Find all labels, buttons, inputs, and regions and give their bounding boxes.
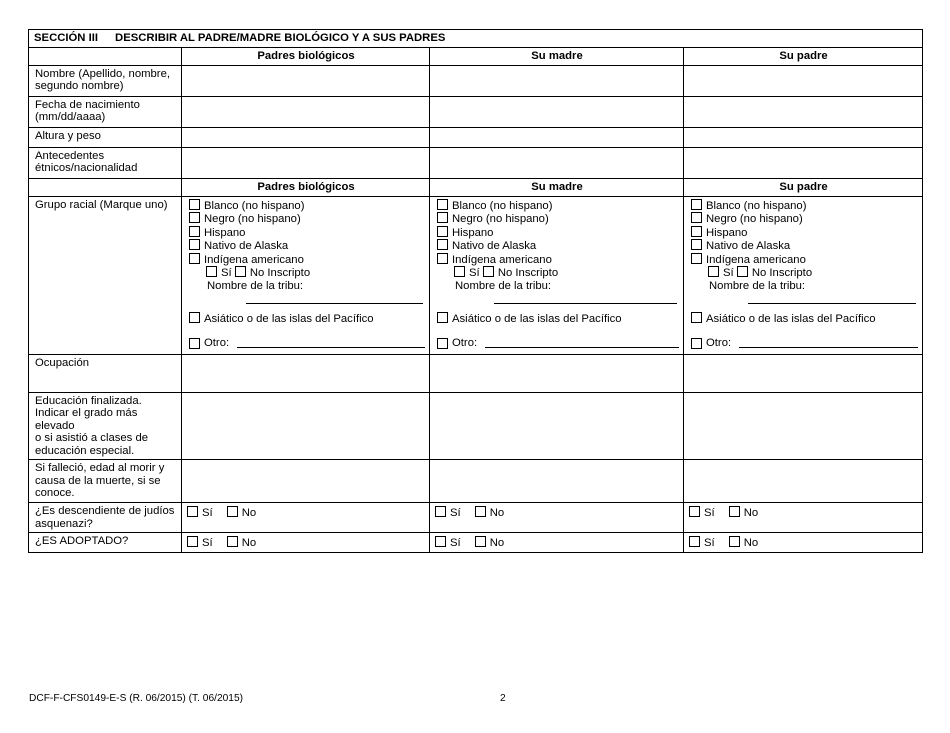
other-race-input[interactable]: [739, 337, 918, 348]
checkbox-tribe-no[interactable]: [737, 266, 748, 277]
birth-date-biological-field[interactable]: [182, 96, 430, 127]
col-header-biological-2: Padres biológicos: [182, 178, 430, 196]
checkbox-hispanic[interactable]: [189, 226, 200, 237]
label-ashkenazi: ¿Es descendiente de judíos asquenazi?: [29, 503, 182, 533]
checkbox-black[interactable]: [437, 212, 448, 223]
education-father-field[interactable]: [684, 392, 923, 460]
race-father-cell: Blanco (no hispano) Negro (no hispano) Hispano Nativo de Alaska Indígena americano Sí No Inscripto Nombre de la tribu: Asiático o de las islas del Pacífico Otro:: [684, 196, 923, 354]
height-weight-mother-field[interactable]: [430, 127, 684, 147]
label-birth-date: Fecha de nacimiento (mm/dd/aaaa): [29, 96, 182, 127]
checkbox-tribe-yes[interactable]: [708, 266, 719, 277]
checkbox-white[interactable]: [691, 199, 702, 210]
col-header-mother-2: Su madre: [430, 178, 684, 196]
section-number: SECCIÓN III: [34, 32, 99, 44]
col-header-father: Su padre: [684, 47, 923, 65]
ethnic-biological-field[interactable]: [182, 147, 430, 178]
form-id: DCF-F-CFS0149-E-S (R. 06/2015) (T. 06/2015): [29, 693, 244, 704]
checkbox-no[interactable]: [475, 536, 486, 547]
checkbox-no[interactable]: [475, 506, 486, 517]
label-ethnic: Antecedentes étnicos/nacionalidad: [29, 147, 182, 178]
checkbox-white[interactable]: [437, 199, 448, 210]
checkbox-yes[interactable]: [689, 506, 700, 517]
checkbox-other[interactable]: [189, 338, 200, 349]
checkbox-no[interactable]: [729, 506, 740, 517]
death-biological-field[interactable]: [182, 460, 430, 503]
checkbox-tribe-no[interactable]: [235, 266, 246, 277]
col-header-father-2: Su padre: [684, 178, 923, 196]
tribe-name-input[interactable]: [494, 301, 677, 304]
name-mother-field[interactable]: [430, 65, 684, 96]
checkbox-black[interactable]: [691, 212, 702, 223]
checkbox-hispanic[interactable]: [691, 226, 702, 237]
checkbox-alaska-native[interactable]: [437, 239, 448, 250]
ethnic-father-field[interactable]: [684, 147, 923, 178]
col-header-biological: Padres biológicos: [182, 47, 430, 65]
occupation-biological-field[interactable]: [182, 354, 430, 392]
biological-parents-form: [28, 29, 923, 553]
checkbox-black[interactable]: [189, 212, 200, 223]
label-adopted: ¿ES ADOPTADO?: [29, 533, 182, 553]
tribe-name-label: Nombre de la tribu:: [709, 279, 806, 292]
ashkenazi-father-cell: Sí No: [684, 503, 923, 533]
tribe-name-label: Nombre de la tribu:: [455, 279, 552, 292]
label-occupation: Ocupación: [29, 354, 182, 392]
checkbox-tribe-no[interactable]: [483, 266, 494, 277]
adopted-biological-cell: Sí No: [182, 533, 430, 553]
race-mother-cell: Blanco (no hispano) Negro (no hispano) Hispano Nativo de Alaska Indígena americano Sí No Inscripto Nombre de la tribu: Asiático o de las islas del Pacífico Otro:: [430, 196, 684, 354]
other-race-input[interactable]: [485, 337, 679, 348]
checkbox-asian[interactable]: [691, 312, 702, 323]
checkbox-white[interactable]: [189, 199, 200, 210]
checkbox-alaska-native[interactable]: [691, 239, 702, 250]
tribe-name-input[interactable]: [246, 301, 423, 304]
section-header: [29, 30, 923, 48]
label-height-weight: Altura y peso: [29, 127, 182, 147]
other-race-input[interactable]: [237, 337, 425, 348]
education-mother-field[interactable]: [430, 392, 684, 460]
checkbox-american-indian[interactable]: [189, 253, 200, 264]
label-name: Nombre (Apellido, nombre, segundo nombre): [29, 65, 182, 96]
death-father-field[interactable]: [684, 460, 923, 503]
education-biological-field[interactable]: [182, 392, 430, 460]
ashkenazi-mother-cell: Sí No: [430, 503, 684, 533]
checkbox-yes[interactable]: [187, 506, 198, 517]
checkbox-yes[interactable]: [435, 506, 446, 517]
checkbox-other[interactable]: [691, 338, 702, 349]
checkbox-tribe-yes[interactable]: [454, 266, 465, 277]
occupation-mother-field[interactable]: [430, 354, 684, 392]
tribe-name-label: Nombre de la tribu:: [207, 279, 304, 292]
race-biological-cell: Blanco (no hispano) Negro (no hispano) Hispano Nativo de Alaska Indígena americano Sí No Inscripto Nombre de la tribu: Asiático o de las islas del Pacífico Otro:: [182, 196, 430, 354]
checkbox-no[interactable]: [227, 506, 238, 517]
height-weight-father-field[interactable]: [684, 127, 923, 147]
birth-date-mother-field[interactable]: [430, 96, 684, 127]
death-mother-field[interactable]: [430, 460, 684, 503]
header-blank-2: [29, 178, 182, 196]
col-header-mother: Su madre: [430, 47, 684, 65]
section-title: DESCRIBIR AL PADRE/MADRE BIOLÓGICO Y A SUS PADRES: [115, 32, 446, 44]
ashkenazi-biological-cell: Sí No: [182, 503, 430, 533]
checkbox-asian[interactable]: [437, 312, 448, 323]
label-education: Educación finalizada. Indicar el grado más elevado o si asistió a clases de educación especial.: [29, 392, 182, 460]
adopted-father-cell: Sí No: [684, 533, 923, 553]
checkbox-yes[interactable]: [435, 536, 446, 547]
checkbox-no[interactable]: [227, 536, 238, 547]
checkbox-other[interactable]: [437, 338, 448, 349]
birth-date-father-field[interactable]: [684, 96, 923, 127]
checkbox-alaska-native[interactable]: [189, 239, 200, 250]
checkbox-asian[interactable]: [189, 312, 200, 323]
page-number: 2: [500, 693, 506, 704]
label-death: Si falleció, edad al morir y causa de la muerte, si se conoce.: [29, 460, 182, 503]
checkbox-yes[interactable]: [689, 536, 700, 547]
checkbox-no[interactable]: [729, 536, 740, 547]
checkbox-yes[interactable]: [187, 536, 198, 547]
name-father-field[interactable]: [684, 65, 923, 96]
checkbox-american-indian[interactable]: [437, 253, 448, 264]
label-race: Grupo racial (Marque uno): [29, 196, 182, 354]
adopted-mother-cell: Sí No: [430, 533, 684, 553]
ethnic-mother-field[interactable]: [430, 147, 684, 178]
checkbox-tribe-yes[interactable]: [206, 266, 217, 277]
checkbox-american-indian[interactable]: [691, 253, 702, 264]
height-weight-biological-field[interactable]: [182, 127, 430, 147]
header-blank: [29, 47, 182, 65]
name-biological-field[interactable]: [182, 65, 430, 96]
tribe-name-input[interactable]: [748, 301, 916, 304]
checkbox-hispanic[interactable]: [437, 226, 448, 237]
occupation-father-field[interactable]: [684, 354, 923, 392]
